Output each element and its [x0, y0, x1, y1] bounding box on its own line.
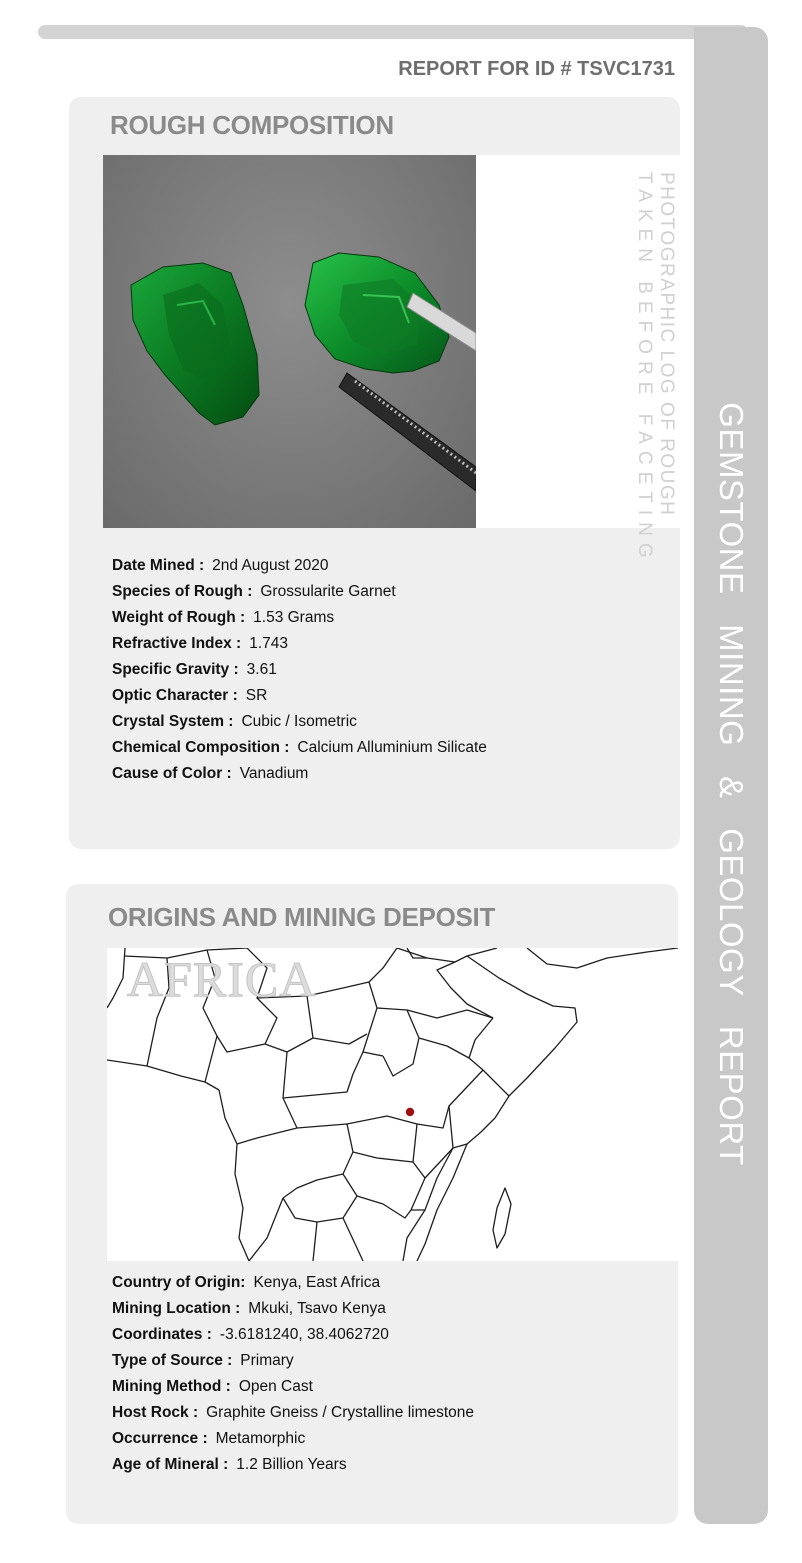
property-row [112, 1455, 474, 1481]
property-row [112, 686, 487, 712]
property-label: Date Mined : [112, 557, 205, 574]
property-row [112, 1429, 474, 1455]
property-label: Country of Origin: [112, 1274, 246, 1291]
report-id: REPORT FOR ID # TSVC1731 [398, 58, 675, 80]
property-label: Type of Source : [112, 1352, 233, 1369]
property-value: Mkuki, Tsavo Kenya [248, 1300, 386, 1317]
property-value: 2nd August 2020 [212, 557, 329, 574]
property-row [112, 1351, 474, 1377]
location-dot-icon [107, 948, 678, 1261]
property-label: Coordinates : [112, 1326, 212, 1343]
photo-caption [633, 172, 681, 565]
property-value: -3.6181240, 38.4062720 [219, 1326, 389, 1343]
property-value: Grossularite Garnet [260, 583, 396, 600]
property-value: Open Cast [238, 1378, 313, 1395]
property-label: Species of Rough : [112, 583, 253, 600]
property-label: Mining Location : [112, 1300, 241, 1317]
property-label: Chemical Composition : [112, 739, 290, 756]
property-value: Vanadium [239, 765, 309, 782]
property-row [112, 1377, 474, 1403]
property-value: SR [245, 687, 268, 704]
property-value: 1.743 [249, 635, 289, 652]
property-label: Weight of Rough : [112, 609, 246, 626]
photo-caption-line-1: PHOTOGRAPHIC LOG OF ROUGH [656, 172, 677, 517]
property-row [112, 582, 487, 608]
property-label: Refractive Index : [112, 635, 242, 652]
property-row [112, 738, 487, 764]
rough-composition-title: ROUGH COMPOSITION [110, 110, 394, 140]
property-label: Crystal System : [112, 713, 234, 730]
property-label: Age of Mineral : [112, 1456, 229, 1473]
origin-map [107, 948, 678, 1261]
side-title-container [694, 27, 768, 1524]
property-label: Optic Character : [112, 687, 238, 704]
origin-properties-list [112, 1273, 474, 1481]
property-value: Graphite Gneiss / Crystalline limestone [206, 1404, 475, 1421]
property-row [112, 1325, 474, 1351]
property-row [112, 556, 487, 582]
property-row [112, 712, 487, 738]
property-label: Host Rock : [112, 1404, 199, 1421]
property-row [112, 634, 487, 660]
side-title: GEMSTONE MINING & GEOLOGY REPORT [713, 402, 750, 1166]
property-value: 1.2 Billion Years [236, 1456, 347, 1473]
property-value: Cubic / Isometric [241, 713, 357, 730]
property-label: Specific Gravity : [112, 661, 239, 678]
property-row [112, 1273, 474, 1299]
property-value: Metamorphic [215, 1430, 306, 1447]
property-value: Kenya, East Africa [253, 1274, 381, 1291]
origins-title: ORIGINS AND MINING DEPOSIT [108, 902, 496, 932]
property-row [112, 608, 487, 634]
rough-gem-photo [103, 155, 476, 528]
property-label: Mining Method : [112, 1378, 231, 1395]
map-label-africa: AFRICA [127, 951, 317, 1007]
property-value: Primary [240, 1352, 294, 1369]
property-value: 3.61 [246, 661, 277, 678]
property-row [112, 660, 487, 686]
property-label: Cause of Color : [112, 765, 232, 782]
property-row [112, 1403, 474, 1429]
top-decorative-bar [38, 25, 748, 39]
photo-caption-line-2: TAKEN BEFORE FACETING [634, 172, 655, 565]
property-value: Calcium Alluminium Silicate [297, 739, 487, 756]
rough-properties-list [112, 556, 487, 790]
property-row [112, 764, 487, 790]
rough-photo-area [103, 155, 680, 528]
property-label: Occurrence : [112, 1430, 208, 1447]
property-row [112, 1299, 474, 1325]
rough-gem-illustration [103, 155, 476, 528]
property-value: 1.53 Grams [253, 609, 335, 626]
